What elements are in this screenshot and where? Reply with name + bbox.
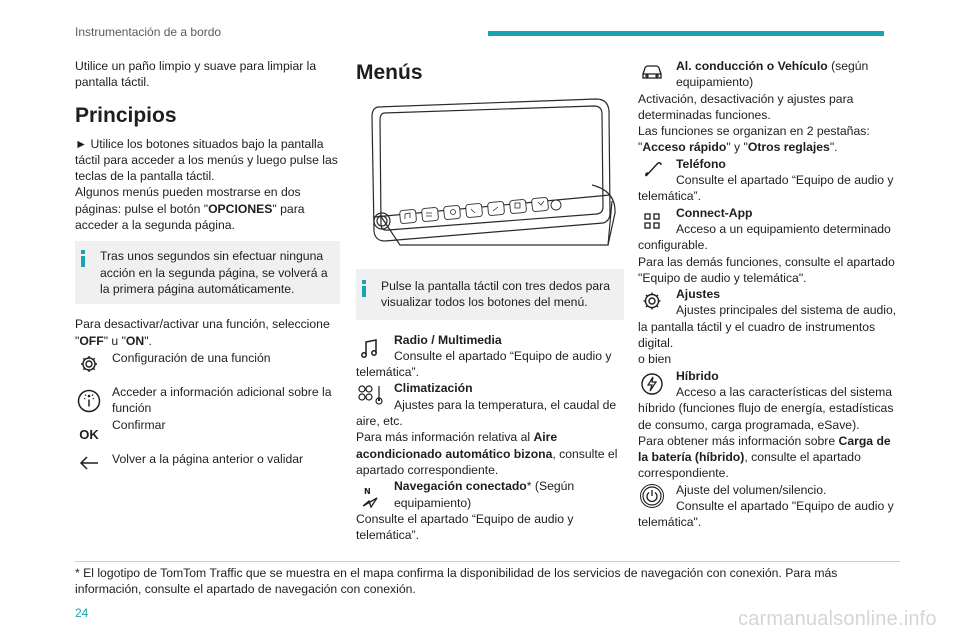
drive-text: Activación, desactivación y ajustes para determinadas funciones. [638,91,854,122]
menu-item-climatizacion [356,380,624,478]
phone-text: Consulte el apartado “Equipo de audio y [676,173,894,188]
principios-pages-text: Algunos menús pueden mostrarse en dos páginas: pulse el botón "OPCIONES" para acceder a la segunda página. [75,185,305,233]
note-text-menu: Pulse la pantalla táctil con tres dedos para visualizar todos los botones del menú. [381,279,610,310]
connect-title: Connect-App [676,205,753,220]
lightning-circle-icon [638,371,666,397]
note-box-menu [356,269,624,320]
drive-title: Al. conducción o Vehículo (según equipamiento) [676,59,869,90]
menu-item-conduccion [638,58,900,156]
gear-settings-icon [75,351,103,377]
connect-more: Para las demás funciones, consulte el apartado "Equipo de audio y telemática". [638,254,895,285]
back-arrow-icon [75,450,103,476]
fan-thermometer-icon [356,382,386,408]
apps-grid-icon [638,208,666,234]
info-label: Acceder a información adicional sobre la función [112,384,332,416]
menu-item-ajustes [638,286,900,367]
radio-text-b: telemática”. [356,365,419,380]
phone-text-b: telemática”. [638,189,701,204]
header-accent-bar [488,31,884,36]
phone-title: Teléfono [676,156,726,171]
gear-icon [638,288,666,314]
opciones-label: OPCIONES [208,201,273,216]
hibrido-text-b: híbrido (funciones flujo de energía, estadísticas de consumo, carga programada, eSave). [638,401,894,432]
config-row [75,350,340,384]
menu-item-radio [356,332,624,381]
section-title-menus: Menús [356,61,423,84]
page-number: 24 [75,606,89,620]
note-box [75,241,340,304]
clima-title: Climatización [394,381,473,396]
navigation-icon [356,484,384,510]
menu-item-connect-app [638,205,900,286]
intro-text: Utilice un paño limpio y suave para limpiar la pantalla táctil. [75,59,317,90]
connect-text: Acceso a un equipamiento determinado [676,221,891,236]
car-icon [638,59,666,85]
ok-label: Confirmar [112,417,166,432]
toggle-text: Para desactivar/activar una función, seleccione "OFF" u "ON". [75,317,330,348]
menu-item-navegacion [356,478,624,543]
running-header: Instrumentación de a bordo [75,25,222,39]
clima-text-b: aire, etc. [356,414,403,429]
footnote: * El logotipo de TomTom Traffic que se muestra en el mapa confirma la disponibilidad de los servicios de navegación con conexión. Para más información, consulte el apartado de navegación con conexión. [75,566,838,597]
power-volume-icon [638,483,666,509]
tabs-text: Las funciones se organizan en 2 pestañas: "Acceso rápido" y "Otros reglajes". [638,124,870,155]
touchscreen-illustration [360,95,624,253]
nav-text: Consulte el apartado “Equipo de audio y telemática”. [356,511,574,543]
volume-text-b: telemática". [638,515,702,530]
ajustes-text-b: la pantalla táctil y el cuadro de instrumentos digital. [638,319,876,351]
radio-text: Consulte el apartado “Equipo de audio y [394,348,612,363]
hibrido-title: Híbrido [676,368,719,383]
hib-more: Para obtener más información sobre Carga de la batería (híbrido), consulte el apartado correspondiente. [638,433,891,481]
config-label: Configuración de una función [112,350,271,365]
menu-item-telefono [638,156,900,205]
watermark: carmanualsonline.info [738,608,937,630]
principios-text: ► Utilice los botones situados bajo la pantalla táctil para acceder a los menús y luego pulse las teclas de la pantalla táctil. [75,136,338,184]
note-text: Tras unos segundos sin efectuar ninguna acción en la segunda página, se volverá a la primera página automáticamente. [100,249,328,296]
footnote-divider [75,561,900,562]
radio-title: Radio / Multimedia [394,332,502,347]
info-icon [81,250,85,267]
ok-icon: OK [79,426,99,442]
info-icon [362,280,366,297]
info-row [75,384,340,418]
svg-text:N: N [364,487,371,497]
nav-title: Navegación conectado* (Según equipamiento) [394,479,575,510]
back-label: Volver a la página anterior o validar [112,451,304,466]
phone-icon [638,156,666,182]
menu-item-volume [638,482,900,531]
column-middle [356,58,624,543]
info-circle-icon [75,388,103,414]
volume-title: Ajuste del volumen/silencio. [676,482,827,497]
volume-text: Consulte el apartado "Equipo de audio y [676,499,894,514]
ajustes-text: Ajustes principales del sistema de audio, [676,303,897,318]
hibrido-text: Acceso a las características del sistema [676,384,893,399]
column-left [75,58,340,467]
clima-more: Para más información relativa al Aire acondicionado automático bizona, consulte el apartado correspondiente. [356,430,618,477]
obien-text: o bien [638,352,672,367]
ok-row [75,417,340,449]
connect-text-b: configurable. [638,238,708,253]
clima-text: Ajustes para la temperatura, el caudal de [394,397,617,412]
section-title-principios: Principios [75,103,177,127]
back-row [75,451,340,467]
menu-item-hibrido [638,368,900,482]
column-right [638,58,900,531]
ajustes-title: Ajustes [676,287,721,302]
music-note-icon [356,336,384,362]
